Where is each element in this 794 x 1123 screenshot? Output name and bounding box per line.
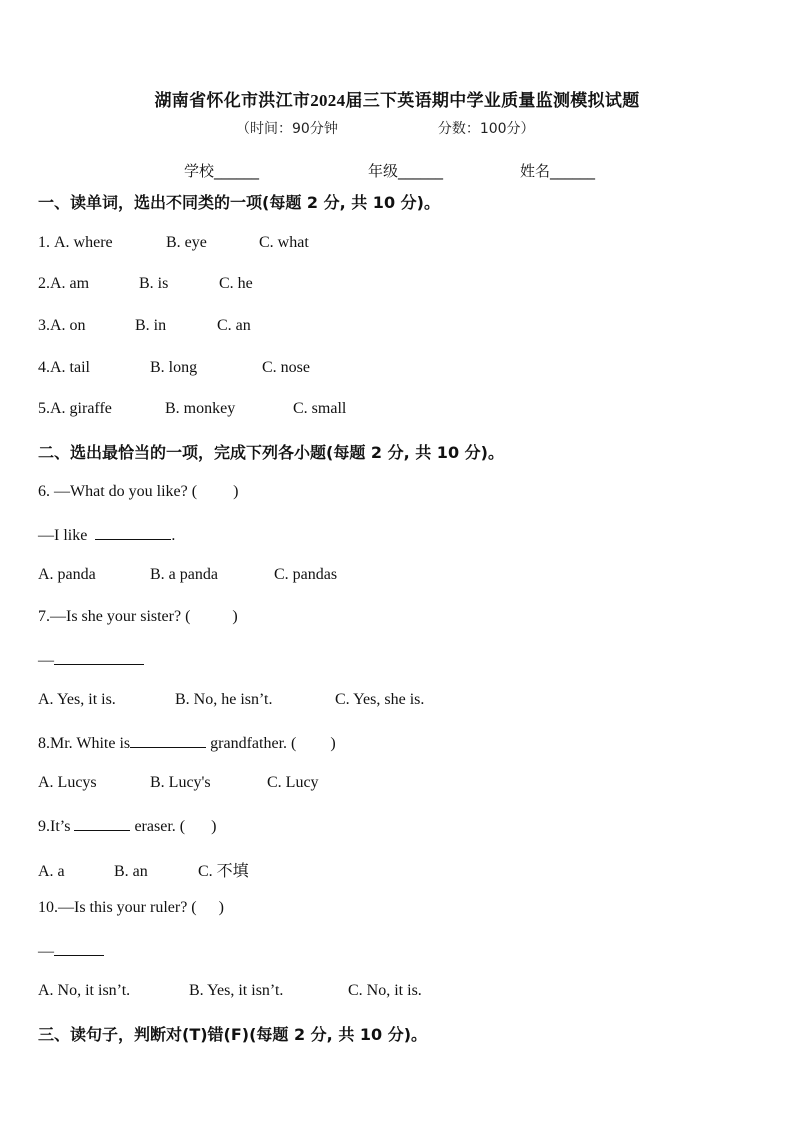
option-a[interactable]: A. a	[38, 863, 65, 880]
question-number: 3.	[38, 317, 50, 334]
bracket-close: )	[218, 899, 224, 916]
option-a[interactable]: A. on	[50, 317, 86, 334]
option-b[interactable]: B. is	[139, 275, 169, 292]
option-c[interactable]: C. No, it is.	[348, 982, 422, 999]
question-7-answer-line	[38, 650, 144, 670]
question-10-options	[38, 982, 422, 1000]
option-c[interactable]: C. an	[217, 317, 251, 334]
option-c[interactable]: C. he	[219, 275, 253, 292]
grade-field[interactable]: 年级______	[368, 162, 444, 180]
bracket-close: )	[330, 735, 336, 752]
question-text: 7.—Is she your sister? (	[38, 608, 191, 625]
question-number: 5.	[38, 400, 50, 417]
option-b[interactable]: B. an	[114, 863, 148, 880]
option-a[interactable]: A. Yes, it is.	[38, 691, 116, 708]
bracket-close: )	[233, 483, 239, 500]
answer-dash: —	[38, 943, 54, 960]
question-number: 4.	[38, 359, 50, 376]
question-text: 9.It’s	[38, 818, 71, 835]
option-c[interactable]: C. what	[259, 234, 309, 251]
page-title: 湖南省怀化市洪江市2024届三下英语期中学业质量监测模拟试题	[154, 91, 640, 110]
option-c[interactable]: C. 不填	[198, 863, 249, 880]
answer-prefix: —I like	[38, 527, 88, 544]
option-b[interactable]: B. No, he isn’t.	[175, 691, 273, 708]
answer-blank[interactable]	[74, 816, 130, 831]
time-info: （时间：90分钟	[236, 121, 338, 137]
question-6-options	[38, 566, 337, 584]
section-1-heading: 一、读单词，选出不同类的一项(每题 2 分, 共 10 分)。	[38, 193, 440, 212]
question-rest: grandfather. (	[210, 735, 297, 752]
question-6-answer-line	[38, 525, 175, 545]
option-a[interactable]: A. panda	[38, 566, 96, 583]
question-text: 10.—Is this your ruler? (	[38, 899, 197, 916]
answer-dash: —	[38, 652, 54, 669]
question-2	[38, 275, 253, 293]
answer-blank[interactable]	[54, 650, 144, 665]
question-7-options	[38, 691, 424, 709]
option-c[interactable]: C. small	[293, 400, 347, 417]
section-3-heading: 三、读句子，判断对(T)错(F)(每题 2 分, 共 10 分)。	[38, 1025, 428, 1044]
bracket-close: )	[211, 818, 217, 835]
option-c[interactable]: C. Yes, she is.	[335, 691, 425, 708]
question-6	[38, 483, 238, 501]
answer-end: .	[171, 527, 176, 544]
option-a[interactable]: A. where	[54, 234, 113, 251]
exam-info	[236, 118, 535, 138]
option-b[interactable]: B. a panda	[150, 566, 218, 583]
question-10	[38, 899, 224, 917]
school-field[interactable]: 学校______	[184, 162, 260, 180]
option-c[interactable]: C. Lucy	[267, 774, 319, 791]
option-a[interactable]: A. No, it isn’t.	[38, 982, 131, 999]
question-text: 6. —What do you like? (	[38, 483, 198, 500]
option-a[interactable]: A. tail	[50, 359, 90, 376]
option-b[interactable]: B. eye	[166, 234, 207, 251]
score-info: 分数：100分）	[437, 121, 535, 137]
option-c[interactable]: C. pandas	[274, 566, 338, 583]
question-7	[38, 608, 238, 626]
option-a[interactable]: A. Lucys	[38, 774, 97, 791]
answer-blank[interactable]	[54, 941, 104, 956]
question-number: 1.	[38, 234, 54, 251]
section-2-heading: 二、选出最恰当的一项，完成下列各小题(每题 2 分, 共 10 分)。	[38, 443, 504, 462]
question-8-options	[38, 774, 319, 792]
question-3	[38, 317, 251, 335]
option-b[interactable]: B. long	[150, 359, 198, 376]
option-b[interactable]: B. Lucy's	[150, 774, 211, 791]
answer-blank[interactable]	[95, 525, 171, 540]
question-number: 2.	[38, 275, 50, 292]
question-1	[38, 234, 309, 252]
option-b[interactable]: B. Yes, it isn’t.	[189, 982, 284, 999]
question-4	[38, 359, 310, 377]
option-a[interactable]: A. giraffe	[50, 400, 112, 417]
answer-blank[interactable]	[130, 733, 206, 748]
question-text: 8.Mr. White is	[38, 735, 131, 752]
question-10-answer-line	[38, 941, 104, 961]
question-9-options	[38, 858, 249, 881]
question-9	[38, 816, 216, 836]
option-b[interactable]: B. in	[135, 317, 167, 334]
option-b[interactable]: B. monkey	[165, 400, 236, 417]
option-c[interactable]: C. nose	[262, 359, 310, 376]
question-5	[38, 400, 346, 418]
question-8	[38, 733, 336, 753]
question-rest: eraser. (	[134, 818, 186, 835]
bracket-close: )	[232, 608, 238, 625]
option-a[interactable]: A. am	[50, 275, 90, 292]
name-field[interactable]: 姓名______	[520, 162, 596, 180]
